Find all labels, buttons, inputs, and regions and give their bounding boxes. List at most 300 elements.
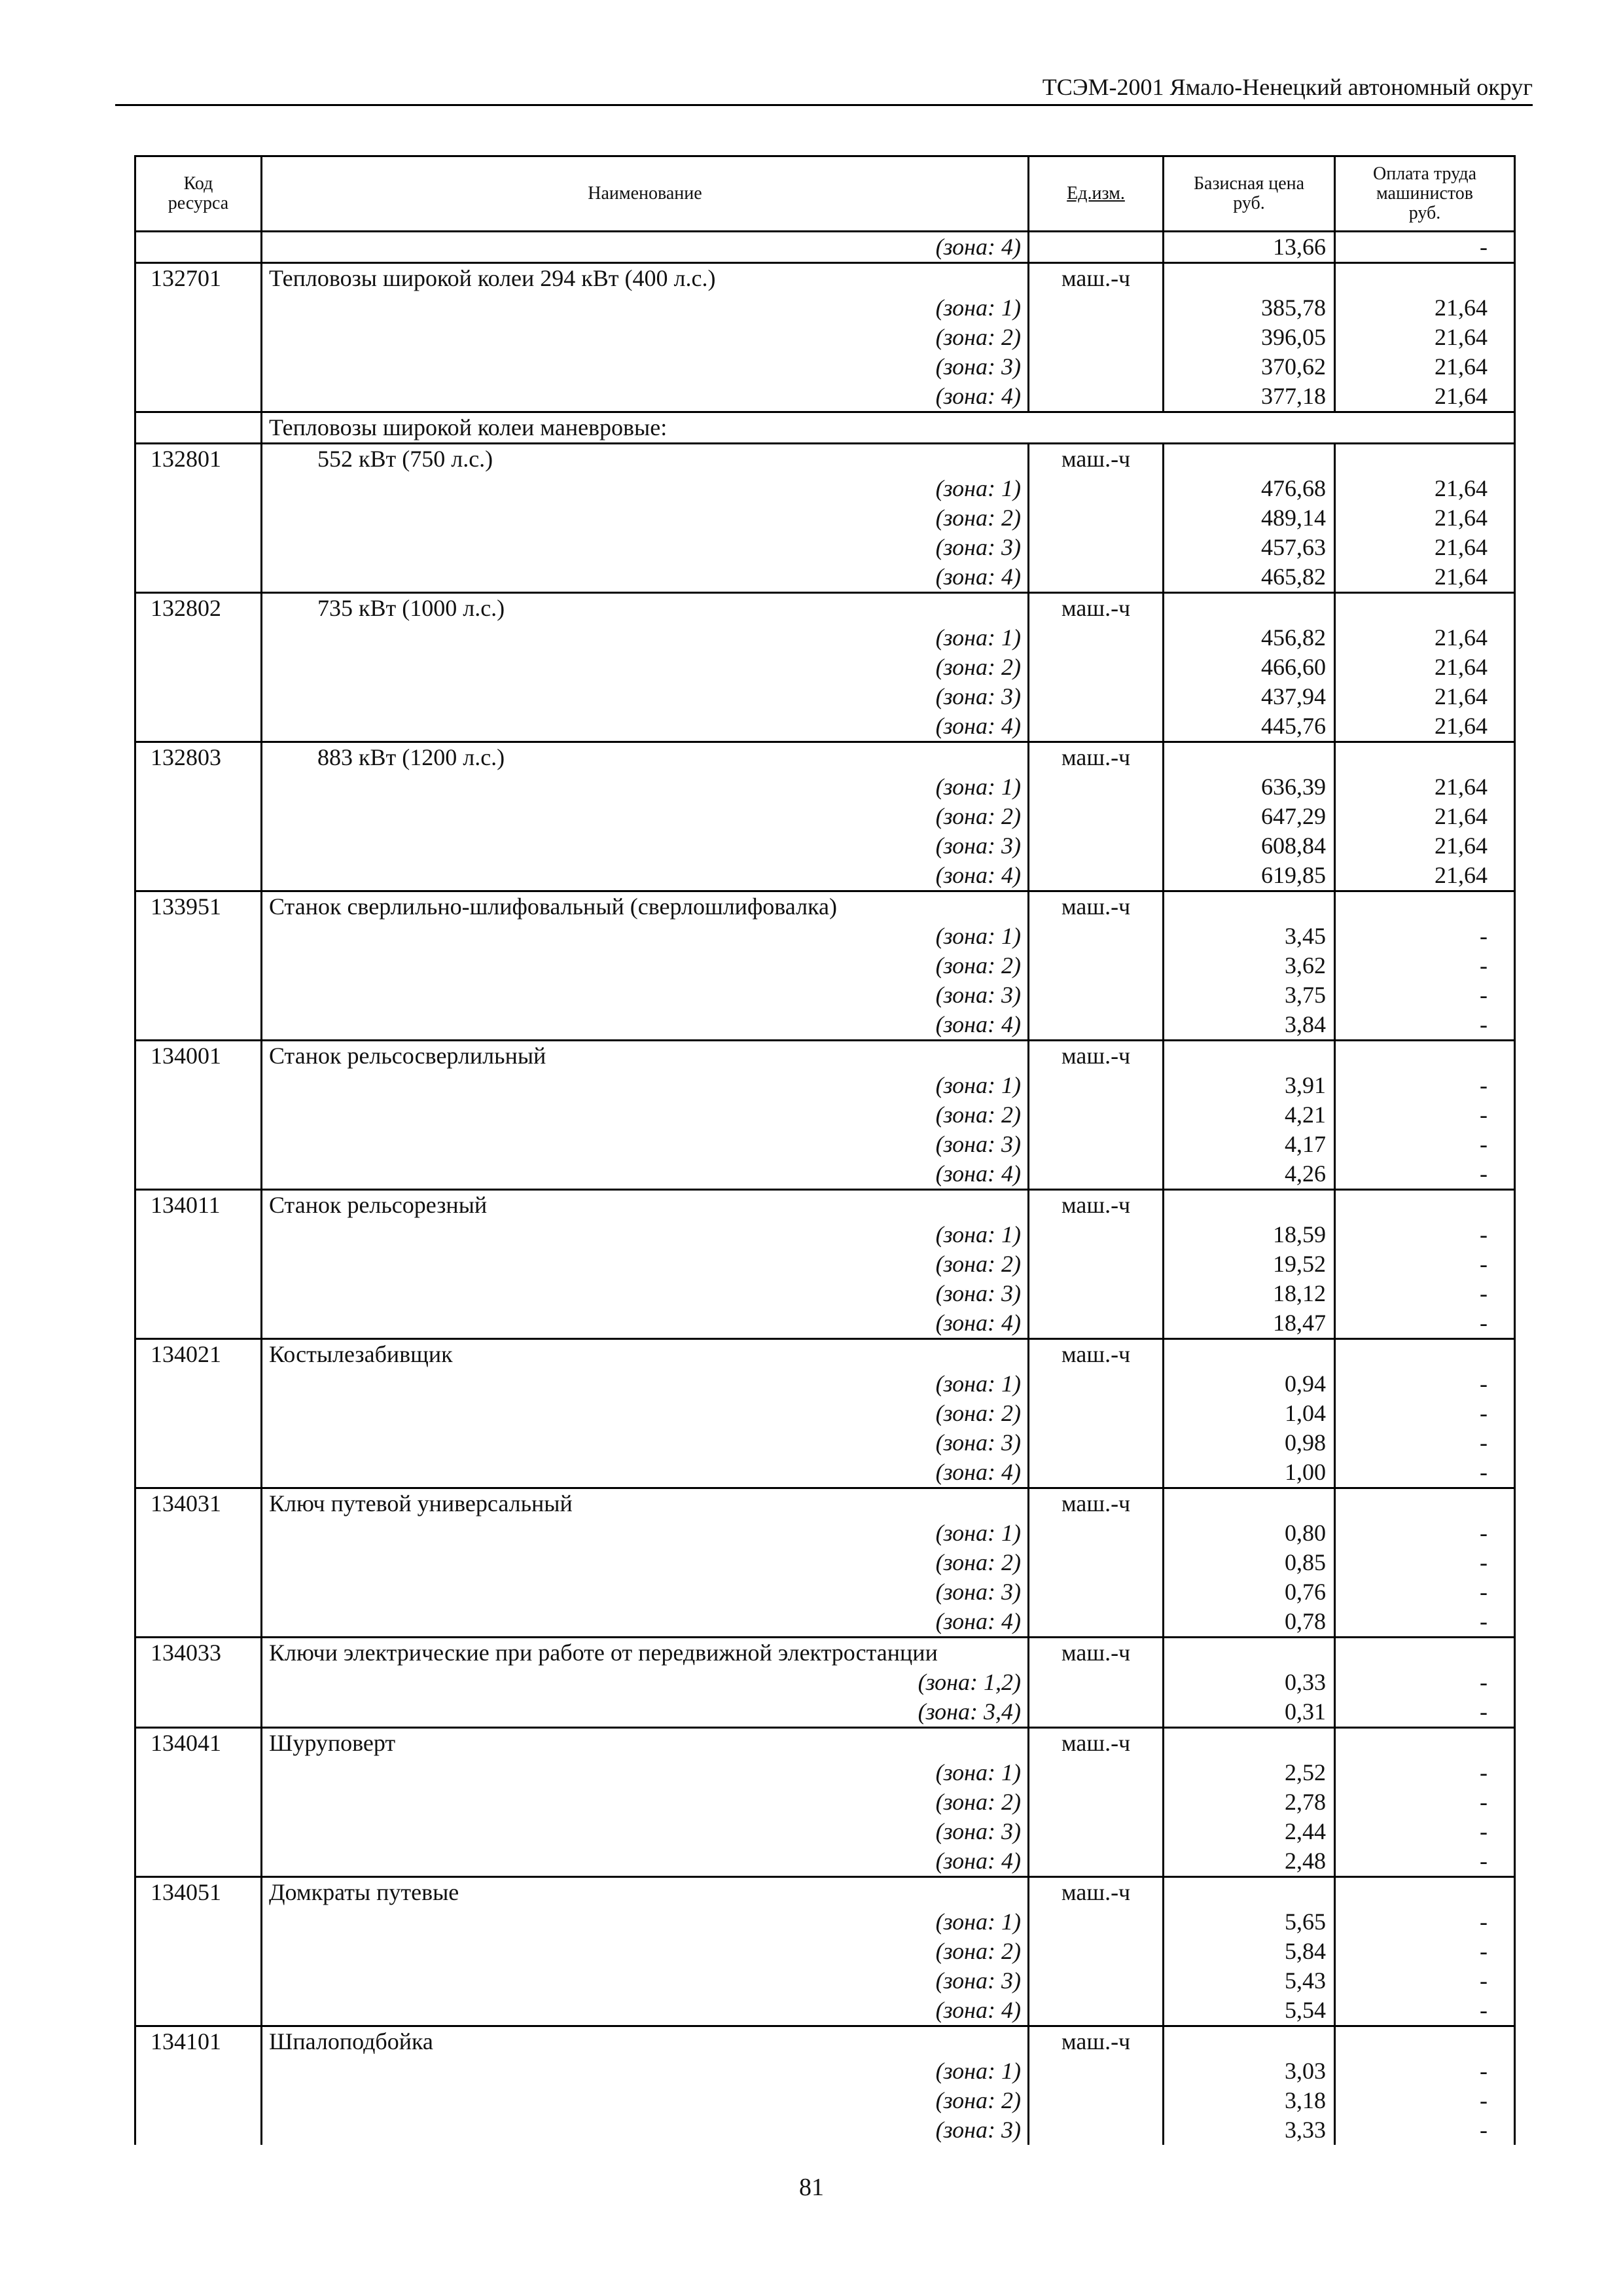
unit-cell	[1029, 802, 1164, 831]
column-header-code: Код ресурса	[135, 156, 262, 232]
base-price: 0,31	[1164, 1697, 1335, 1728]
zone-label: (зона: 3)	[262, 831, 1029, 861]
zone-label: (зона: 1)	[262, 772, 1029, 802]
operator-pay: -	[1335, 1577, 1515, 1607]
unit-cell	[1029, 412, 1164, 444]
operator-pay: 21,64	[1335, 802, 1515, 831]
operator-pay: -	[1335, 1518, 1515, 1548]
pay-cell	[1335, 742, 1515, 773]
resource-code	[135, 1817, 262, 1846]
column-header-unit: Ед.изм.	[1029, 156, 1164, 232]
operator-pay: 21,64	[1335, 861, 1515, 891]
resource-code: 134101	[135, 2026, 262, 2057]
resource-unit: маш.-ч	[1029, 1190, 1164, 1221]
resource-code: 134021	[135, 1339, 262, 1370]
pay-cell	[1335, 1877, 1515, 1908]
resource-code	[135, 802, 262, 831]
resource-code	[135, 1100, 262, 1130]
base-price: 608,84	[1164, 831, 1335, 861]
resource-code	[135, 1937, 262, 1966]
resource-code	[135, 1308, 262, 1339]
resource-code	[135, 352, 262, 382]
base-price: 636,39	[1164, 772, 1335, 802]
price-cell	[1164, 1728, 1335, 1759]
operator-pay: -	[1335, 1159, 1515, 1190]
unit-cell	[1029, 1548, 1164, 1577]
table-row-resource	[135, 1877, 1515, 1908]
resource-code	[135, 861, 262, 891]
base-price: 0,78	[1164, 1607, 1335, 1638]
base-price: 2,52	[1164, 1758, 1335, 1787]
unit-cell	[1029, 1071, 1164, 1100]
resource-price-table	[134, 155, 1516, 2145]
table-header-row	[135, 156, 1515, 232]
zone-label: (зона: 2)	[262, 653, 1029, 682]
table-row-resource	[135, 1190, 1515, 1221]
resource-code	[135, 562, 262, 593]
table-row-zone	[135, 1817, 1515, 1846]
table-row-zone	[135, 1130, 1515, 1159]
base-price: 3,75	[1164, 980, 1335, 1010]
pay-cell	[1335, 412, 1515, 444]
table-row-zone	[135, 323, 1515, 352]
zone-label: (зона: 2)	[262, 1548, 1029, 1577]
unit-cell	[1029, 2056, 1164, 2086]
resource-code	[135, 623, 262, 653]
zone-label: (зона: 4)	[262, 1458, 1029, 1488]
price-cell	[1164, 1877, 1335, 1908]
zone-label: (зона: 4)	[262, 1846, 1029, 1877]
resource-unit: маш.-ч	[1029, 1339, 1164, 1370]
table-row-zone	[135, 293, 1515, 323]
base-price: 4,26	[1164, 1159, 1335, 1190]
unit-cell	[1029, 533, 1164, 562]
resource-code: 134041	[135, 1728, 262, 1759]
operator-pay: -	[1335, 1907, 1515, 1937]
base-price: 2,48	[1164, 1846, 1335, 1877]
zone-label: (зона: 2)	[262, 2086, 1029, 2115]
operator-pay: -	[1335, 1130, 1515, 1159]
unit-cell	[1029, 1577, 1164, 1607]
table-row-zone	[135, 533, 1515, 562]
resource-code	[135, 1668, 262, 1697]
table-row-zone	[135, 1279, 1515, 1308]
zone-label: (зона: 2)	[262, 323, 1029, 352]
unit-cell	[1029, 772, 1164, 802]
table-row-resource	[135, 891, 1515, 922]
unit-cell	[1029, 1159, 1164, 1190]
operator-pay: -	[1335, 1220, 1515, 1249]
base-price: 465,82	[1164, 562, 1335, 593]
operator-pay: -	[1335, 1937, 1515, 1966]
resource-code	[135, 323, 262, 352]
base-price: 3,18	[1164, 2086, 1335, 2115]
resource-code	[135, 1130, 262, 1159]
table-row-zone	[135, 1159, 1515, 1190]
zone-label: (зона: 2)	[262, 1100, 1029, 1130]
operator-pay: -	[1335, 922, 1515, 951]
table-row-zone	[135, 1668, 1515, 1697]
operator-pay: 21,64	[1335, 352, 1515, 382]
price-cell	[1164, 593, 1335, 624]
zone-label: (зона: 4)	[262, 382, 1029, 412]
unit-cell	[1029, 1428, 1164, 1458]
resource-code	[135, 1399, 262, 1428]
resource-code	[135, 1458, 262, 1488]
operator-pay: -	[1335, 1817, 1515, 1846]
operator-pay: 21,64	[1335, 293, 1515, 323]
table-row-zone	[135, 623, 1515, 653]
table-row-zone	[135, 1966, 1515, 1996]
operator-pay: 21,64	[1335, 533, 1515, 562]
operator-pay: -	[1335, 1668, 1515, 1697]
table-row-zone	[135, 503, 1515, 533]
resource-code: 132801	[135, 444, 262, 475]
table-row-zone	[135, 1907, 1515, 1937]
table-row-zone	[135, 1996, 1515, 2026]
resource-code	[135, 2115, 262, 2145]
operator-pay: -	[1335, 1607, 1515, 1638]
operator-pay: 21,64	[1335, 653, 1515, 682]
resource-name: 735 кВт (1000 л.с.)	[262, 593, 1029, 624]
resource-code	[135, 1907, 262, 1937]
zone-label: (зона: 3)	[262, 1817, 1029, 1846]
resource-unit: маш.-ч	[1029, 742, 1164, 773]
resource-code: 132701	[135, 263, 262, 294]
resource-code: 132802	[135, 593, 262, 624]
unit-cell	[1029, 1758, 1164, 1787]
price-cell	[1164, 742, 1335, 773]
unit-cell	[1029, 653, 1164, 682]
resource-code	[135, 1428, 262, 1458]
price-cell	[1164, 1041, 1335, 1071]
base-price: 3,33	[1164, 2115, 1335, 2145]
zone-label: (зона: 3)	[262, 1279, 1029, 1308]
resource-code: 134011	[135, 1190, 262, 1221]
base-price: 3,45	[1164, 922, 1335, 951]
operator-pay: -	[1335, 1399, 1515, 1428]
resource-name: Тепловозы широкой колеи 294 кВт (400 л.с.)	[262, 263, 1029, 294]
base-price: 0,98	[1164, 1428, 1335, 1458]
resource-name: Костылезабивщик	[262, 1339, 1029, 1370]
resource-code: 134001	[135, 1041, 262, 1071]
resource-code	[135, 682, 262, 711]
resource-name: Шуруповерт	[262, 1728, 1029, 1759]
operator-pay: 21,64	[1335, 711, 1515, 742]
base-price: 18,59	[1164, 1220, 1335, 1249]
unit-cell	[1029, 1249, 1164, 1279]
operator-pay: -	[1335, 951, 1515, 980]
resource-code	[135, 653, 262, 682]
resource-code	[135, 1548, 262, 1577]
zone-label: (зона: 4)	[262, 232, 1029, 263]
base-price: 3,91	[1164, 1071, 1335, 1100]
operator-pay: -	[1335, 1697, 1515, 1728]
table-row-resource	[135, 2026, 1515, 2057]
resource-code: 132803	[135, 742, 262, 773]
zone-label: (зона: 2)	[262, 802, 1029, 831]
zone-label: (зона: 3)	[262, 2115, 1029, 2145]
operator-pay: 21,64	[1335, 474, 1515, 503]
zone-label: (зона: 3)	[262, 682, 1029, 711]
base-price: 437,94	[1164, 682, 1335, 711]
base-price: 0,85	[1164, 1548, 1335, 1577]
unit-cell	[1029, 1907, 1164, 1937]
page-number: 81	[799, 2174, 824, 2201]
table-body	[135, 232, 1515, 2145]
operator-pay: -	[1335, 232, 1515, 263]
zone-label: (зона: 1)	[262, 1369, 1029, 1399]
unit-cell	[1029, 1010, 1164, 1041]
unit-cell	[1029, 1369, 1164, 1399]
resource-code	[135, 772, 262, 802]
resource-code	[135, 503, 262, 533]
zone-label: (зона: 3)	[262, 352, 1029, 382]
table-row-zone	[135, 711, 1515, 742]
table-row-zone	[135, 1758, 1515, 1787]
resource-code	[135, 1279, 262, 1308]
resource-code	[135, 412, 262, 444]
unit-cell	[1029, 1399, 1164, 1428]
document-header-title: ТСЭМ-2001 Ямало-Ненецкий автономный округ	[1042, 74, 1533, 100]
pay-cell	[1335, 444, 1515, 475]
column-header-pay: Оплата труда машинистов руб.	[1335, 156, 1515, 232]
zone-label: (зона: 1)	[262, 623, 1029, 653]
zone-label: (зона: 1)	[262, 2056, 1029, 2086]
unit-cell	[1029, 1458, 1164, 1488]
operator-pay: -	[1335, 2086, 1515, 2115]
resource-code	[135, 1249, 262, 1279]
column-header-name: Наименование	[262, 156, 1029, 232]
resource-code: 134031	[135, 1488, 262, 1519]
table-row-resource	[135, 1638, 1515, 1668]
table-row-zone	[135, 831, 1515, 861]
zone-label: (зона: 3)	[262, 1428, 1029, 1458]
resource-code	[135, 1607, 262, 1638]
resource-code	[135, 1220, 262, 1249]
table-row-zone	[135, 2086, 1515, 2115]
zone-label: (зона: 3)	[262, 980, 1029, 1010]
unit-cell	[1029, 503, 1164, 533]
table-row-zone	[135, 980, 1515, 1010]
operator-pay: -	[1335, 1369, 1515, 1399]
base-price: 476,68	[1164, 474, 1335, 503]
unit-cell	[1029, 861, 1164, 891]
operator-pay: 21,64	[1335, 503, 1515, 533]
table-row-resource	[135, 1339, 1515, 1370]
table-row-zone	[135, 951, 1515, 980]
price-cell	[1164, 412, 1335, 444]
table-row-zone	[135, 772, 1515, 802]
operator-pay: -	[1335, 1308, 1515, 1339]
resource-code	[135, 1966, 262, 1996]
resource-name: 552 кВт (750 л.с.)	[262, 444, 1029, 475]
unit-cell	[1029, 951, 1164, 980]
table-row-zone	[135, 1787, 1515, 1817]
pay-cell	[1335, 1339, 1515, 1370]
resource-unit: маш.-ч	[1029, 2026, 1164, 2057]
operator-pay: 21,64	[1335, 562, 1515, 593]
base-price: 396,05	[1164, 323, 1335, 352]
zone-label: (зона: 4)	[262, 1607, 1029, 1638]
unit-cell	[1029, 1846, 1164, 1877]
resource-code	[135, 1071, 262, 1100]
table-row-zone	[135, 1100, 1515, 1130]
table-row-zone	[135, 922, 1515, 951]
price-cell	[1164, 1488, 1335, 1519]
resource-code: 134051	[135, 1877, 262, 1908]
resource-code	[135, 1846, 262, 1877]
resource-name: Станок рельсорезный	[262, 1190, 1029, 1221]
resource-code	[135, 1697, 262, 1728]
zone-label: (зона: 1,2)	[262, 1668, 1029, 1697]
resource-code	[135, 1369, 262, 1399]
unit-cell	[1029, 1308, 1164, 1339]
operator-pay: 21,64	[1335, 682, 1515, 711]
zone-label: (зона: 3,4)	[262, 1697, 1029, 1728]
table-row-resource	[135, 1488, 1515, 1519]
resource-code	[135, 1159, 262, 1190]
group-heading: Тепловозы широкой колеи маневровые:	[262, 412, 1029, 444]
unit-cell	[1029, 1668, 1164, 1697]
zone-label: (зона: 4)	[262, 1159, 1029, 1190]
base-price: 5,65	[1164, 1907, 1335, 1937]
unit-cell	[1029, 323, 1164, 352]
unit-cell	[1029, 1697, 1164, 1728]
price-cell	[1164, 891, 1335, 922]
table-row-zone	[135, 2115, 1515, 2145]
unit-cell	[1029, 352, 1164, 382]
resource-code	[135, 1758, 262, 1787]
table-row-zone	[135, 1010, 1515, 1041]
unit-cell	[1029, 922, 1164, 951]
zone-label: (зона: 4)	[262, 1308, 1029, 1339]
base-price: 5,54	[1164, 1996, 1335, 2026]
unit-cell	[1029, 1817, 1164, 1846]
price-cell	[1164, 2026, 1335, 2057]
pay-cell	[1335, 593, 1515, 624]
operator-pay: 21,64	[1335, 772, 1515, 802]
unit-cell	[1029, 232, 1164, 263]
zone-label: (зона: 4)	[262, 562, 1029, 593]
resource-unit: маш.-ч	[1029, 1488, 1164, 1519]
unit-cell	[1029, 1966, 1164, 1996]
table-row-zone	[135, 1428, 1515, 1458]
operator-pay: -	[1335, 980, 1515, 1010]
resource-unit: маш.-ч	[1029, 1877, 1164, 1908]
base-price: 2,44	[1164, 1817, 1335, 1846]
header-rule	[115, 104, 1533, 106]
zone-label: (зона: 1)	[262, 1518, 1029, 1548]
price-cell	[1164, 444, 1335, 475]
operator-pay: -	[1335, 2056, 1515, 2086]
table-row-zone	[135, 1577, 1515, 1607]
resource-unit: маш.-ч	[1029, 891, 1164, 922]
zone-label: (зона: 4)	[262, 711, 1029, 742]
table-row-zone	[135, 2056, 1515, 2086]
table-row-zone	[135, 802, 1515, 831]
pay-cell	[1335, 1728, 1515, 1759]
table-row-zone	[135, 1697, 1515, 1728]
base-price: 377,18	[1164, 382, 1335, 412]
base-price: 385,78	[1164, 293, 1335, 323]
resource-code	[135, 1577, 262, 1607]
operator-pay: -	[1335, 1966, 1515, 1996]
unit-cell	[1029, 1607, 1164, 1638]
zone-label: (зона: 2)	[262, 1937, 1029, 1966]
pay-cell	[1335, 1638, 1515, 1668]
table-row-resource	[135, 444, 1515, 475]
table-row-zone	[135, 1399, 1515, 1428]
resource-name: Шпалоподбойка	[262, 2026, 1029, 2057]
unit-cell	[1029, 623, 1164, 653]
table-row-zone	[135, 1548, 1515, 1577]
table-row-zone	[135, 1308, 1515, 1339]
table-row-zone	[135, 1458, 1515, 1488]
table-row-zone	[135, 1369, 1515, 1399]
unit-cell	[1029, 711, 1164, 742]
zone-label: (зона: 1)	[262, 1758, 1029, 1787]
zone-label: (зона: 4)	[262, 861, 1029, 891]
operator-pay: 21,64	[1335, 831, 1515, 861]
base-price: 13,66	[1164, 232, 1335, 263]
unit-cell	[1029, 293, 1164, 323]
table-row-resource	[135, 1041, 1515, 1071]
resource-code	[135, 1996, 262, 2026]
base-price: 619,85	[1164, 861, 1335, 891]
zone-label: (зона: 2)	[262, 1787, 1029, 1817]
table-row-zone	[135, 382, 1515, 412]
base-price: 0,76	[1164, 1577, 1335, 1607]
unit-cell	[1029, 2086, 1164, 2115]
resource-unit: маш.-ч	[1029, 263, 1164, 294]
unit-cell	[1029, 831, 1164, 861]
zone-label: (зона: 1)	[262, 1220, 1029, 1249]
unit-cell	[1029, 1279, 1164, 1308]
operator-pay: -	[1335, 1548, 1515, 1577]
base-price: 18,47	[1164, 1308, 1335, 1339]
base-price: 489,14	[1164, 503, 1335, 533]
table-row-zone	[135, 1518, 1515, 1548]
table-row-zone	[135, 232, 1515, 263]
base-price: 457,63	[1164, 533, 1335, 562]
base-price: 2,78	[1164, 1787, 1335, 1817]
pay-cell	[1335, 263, 1515, 294]
table-row-heading	[135, 412, 1515, 444]
unit-cell	[1029, 1937, 1164, 1966]
base-price: 0,33	[1164, 1668, 1335, 1697]
operator-pay: -	[1335, 1758, 1515, 1787]
unit-cell	[1029, 562, 1164, 593]
zone-label: (зона: 1)	[262, 293, 1029, 323]
table-row-zone	[135, 1249, 1515, 1279]
unit-cell	[1029, 474, 1164, 503]
zone-label: (зона: 1)	[262, 474, 1029, 503]
zone-label: (зона: 1)	[262, 922, 1029, 951]
base-price: 3,03	[1164, 2056, 1335, 2086]
base-price: 19,52	[1164, 1249, 1335, 1279]
table-row-zone	[135, 682, 1515, 711]
resource-code	[135, 922, 262, 951]
price-cell	[1164, 1638, 1335, 1668]
resource-code	[135, 2086, 262, 2115]
resource-code	[135, 533, 262, 562]
resource-code	[135, 1518, 262, 1548]
zone-label: (зона: 4)	[262, 1996, 1029, 2026]
resource-name: Станок рельсосверлильный	[262, 1041, 1029, 1071]
operator-pay: -	[1335, 1100, 1515, 1130]
operator-pay: -	[1335, 1458, 1515, 1488]
